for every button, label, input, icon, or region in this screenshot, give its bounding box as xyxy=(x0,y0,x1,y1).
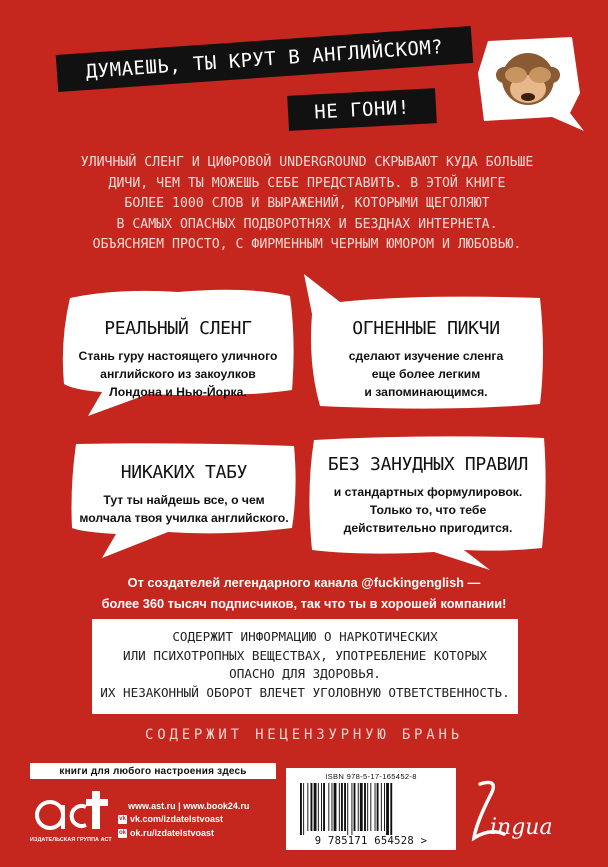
vk-link-text: vk.com/izdatelstvoast xyxy=(130,814,224,824)
feature-title: РЕАЛЬНЫЙ СЛЕНГ xyxy=(104,318,252,339)
feature-content xyxy=(58,318,298,401)
barcode-digits: 9 785171 654528 > xyxy=(314,835,428,847)
warning-line: ИХ НЕЗАКОННЫЙ ОБОРОТ ВЛЕЧЕТ УГОЛОВНУЮ ОТВЕТСТВЕННОСТЬ. xyxy=(100,684,510,700)
publisher-caption: ИЗДАТЕЛЬСКАЯ ГРУППА АСТ xyxy=(30,837,112,843)
intro-line: В САМЫХ ОПАСНЫХ ПОДВОРОТНЯХ И БЕЗДНАХ ИНТЕРНЕТА. xyxy=(116,216,498,232)
barcode-bars xyxy=(298,783,444,835)
ok-link[interactable] xyxy=(118,828,214,838)
feature-bubble-no-taboo xyxy=(68,440,300,560)
headline-bar-2 xyxy=(287,88,437,131)
intro-line: УЛИЧНЫЙ СЛЕНГ И ЦИФРОВОЙ UNDERGROUND СКРЫВАЮТ КУДА БОЛЬШЕ xyxy=(80,155,534,170)
warning-line: ОПАСНО ДЛЯ ЗДОРОВЬЯ. xyxy=(229,666,381,681)
website-links[interactable]: www.ast.ru | www.book24.ru xyxy=(128,801,250,811)
feature-bubble-fire-pics xyxy=(300,274,548,420)
feature-content xyxy=(68,462,300,527)
see-no-evil-monkey-icon xyxy=(474,33,586,133)
vk-icon: vk xyxy=(119,816,126,822)
feature-bubble-no-boring-rules xyxy=(304,430,550,570)
feature-title: НИКАКИХ ТАБУ xyxy=(120,462,248,483)
feature-text: Тут ты найдешь все, о чем молчала твоя училка английского. xyxy=(79,493,289,525)
feature-title: БЕЗ ЗАНУДНЫХ ПРАВИЛ xyxy=(327,454,529,475)
headline-text-1: ДУМАЕШЬ, ТЫ КРУТ В АНГЛИЙСКОМ? xyxy=(85,35,444,83)
tagline-bar xyxy=(30,763,276,779)
tagline-text: книги для любого настроения здесь xyxy=(59,765,247,777)
feature-bubble-real-slang xyxy=(58,280,298,418)
drug-warning-box xyxy=(92,619,518,714)
profanity-notice: СОДЕРЖИТ НЕЦЕНЗУРНУЮ БРАНЬ xyxy=(145,727,463,743)
feature-text: сделают изучение сленга еще более легким и запоминающимся. xyxy=(348,349,504,399)
intro-line: ОБЪЯСНЯЕМ ПРОСТО, С ФИРМЕННЫМ ЧЕРНЫМ ЮМОРОМ И ЛЮБОВЬЮ. xyxy=(92,237,522,252)
warning-line: СОДЕРЖИТ ИНФОРМАЦИЮ О НАРКОТИЧЕСКИХ xyxy=(172,629,438,644)
creators-line: более 360 тысяч подписчиков, так что ты в хорошей компании! xyxy=(101,596,507,611)
creators-note xyxy=(40,572,568,614)
warning-line: ИЛИ ПСИХОТРОПНЫХ ВЕЩЕСТВАХ, УПОТРЕБЛЕНИЕ КОТОРЫХ xyxy=(123,647,487,663)
intro-text xyxy=(62,153,552,256)
svg-text:ingua: ingua xyxy=(490,815,553,840)
feature-content xyxy=(308,454,548,537)
creators-line: От создателей легендарного канала @fuckingenglish — xyxy=(127,575,481,590)
vk-link[interactable] xyxy=(118,814,223,824)
isbn-text: ISBN 978-5-17-165452-8 xyxy=(325,772,417,781)
ok-icon: ok xyxy=(118,830,126,836)
ok-link-text: ok.ru/izdatelstvoast xyxy=(130,828,215,838)
feature-text: и стандартных формулировок. Только то, что тебе действительно пригодится. xyxy=(333,485,523,535)
intro-line: БОЛЕЕ 1000 СЛОВ И ВЫРАЖЕНИЙ, КОТОРЫМИ ЩЕГОЛЯЮТ xyxy=(124,196,490,211)
headline-bar-1 xyxy=(56,26,474,92)
feature-text: Стань гуру настоящего уличного английского из закоулков Лондона и Нью-Йорка. xyxy=(78,349,278,399)
feature-title: ОГНЕННЫЕ ПИКЧИ xyxy=(352,318,500,339)
lingua-imprint-logo xyxy=(460,778,580,844)
feature-content xyxy=(306,318,546,401)
headline-text-2: НЕ ГОНИ! xyxy=(313,96,411,123)
intro-line: ДИЧИ, ЧЕМ ТЫ МОЖЕШЬ СЕБЕ ПРЕДСТАВИТЬ. В ЭТОЙ КНИГЕ xyxy=(108,175,506,191)
barcode-box xyxy=(286,768,456,850)
